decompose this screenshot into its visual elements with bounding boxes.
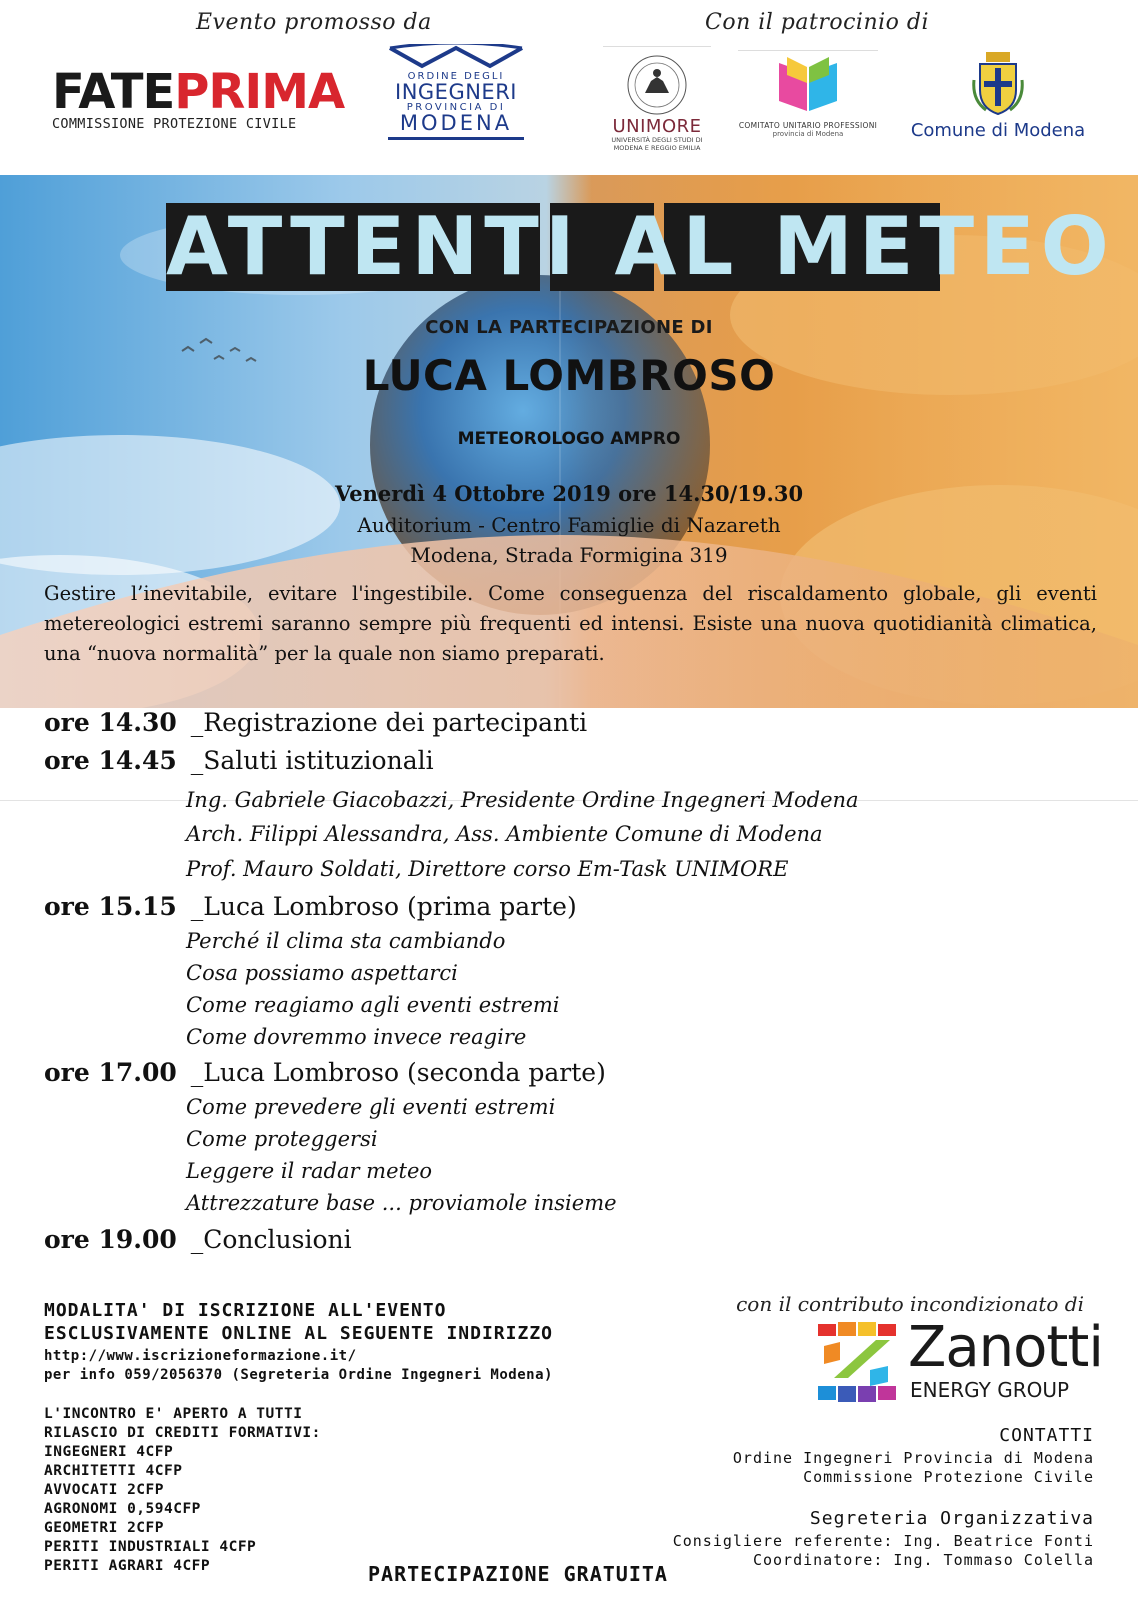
ordine-line2: INGEGNERI bbox=[395, 80, 517, 104]
program-item: Come dovremmo invece reagire bbox=[186, 1025, 527, 1049]
promoted-by-label: Evento promosso da bbox=[196, 10, 432, 35]
contacts-line2: Commissione Protezione Civile bbox=[803, 1468, 1094, 1486]
slot-time: ore 14.45 bbox=[44, 746, 177, 775]
program-item: Perché il clima sta cambiando bbox=[186, 929, 506, 953]
fateprima-wordmark bbox=[52, 66, 352, 118]
registration-title-2: ESCLUSIVAMENTE ONLINE AL SEGUENTE INDIRIZZO bbox=[44, 1323, 553, 1344]
program-slot bbox=[44, 746, 434, 775]
program-slot bbox=[44, 1058, 606, 1087]
secretariat-title: Segreteria Organizzativa bbox=[809, 1508, 1094, 1529]
cup-book-icon bbox=[773, 53, 843, 115]
credit-item: ARCHITETTI 4CFP bbox=[44, 1463, 183, 1479]
credit-item: PERITI INDUSTRIALI 4CFP bbox=[44, 1539, 257, 1555]
program-item: Come prevedere gli eventi estremi bbox=[186, 1095, 556, 1119]
fateprima-subtitle: COMMISSIONE PROTEZIONE CIVILE bbox=[52, 116, 297, 132]
credit-item: PERITI AGRARI 4CFP bbox=[44, 1558, 211, 1574]
program-slot bbox=[44, 1225, 352, 1254]
event-date: Venerdì 4 Ottobre 2019 ore 14.30/19.30 bbox=[334, 481, 804, 506]
slot-title: _Registrazione dei partecipanti bbox=[190, 708, 588, 737]
event-description: Gestire l’inevitabile, evitare l'ingestibile. Come conseguenza del riscaldamento globale, gli eventi metereologici estremi saranno sempre più frequenti ed intensi. Esiste una nuova quotidianità climatica, una “nuova normalità” per la quale non siamo preparati. bbox=[44, 582, 1097, 665]
venue-line1: Auditorium - Centro Famiglie di Nazareth bbox=[357, 513, 781, 537]
fateprima-logo bbox=[52, 66, 352, 132]
program-item: Come reagiamo agli eventi estremi bbox=[186, 993, 560, 1017]
credit-item: INGEGNERI 4CFP bbox=[44, 1444, 174, 1460]
comune-name: Comune di Modena bbox=[910, 120, 1086, 141]
ordine-ingegneri-logo bbox=[388, 44, 524, 158]
program-item: Come proteggersi bbox=[186, 1127, 378, 1151]
program-item: Arch. Filippi Alessandra, Ass. Ambiente Comune di Modena bbox=[186, 822, 823, 846]
program-item: Attrezzature base ... proviamole insieme bbox=[186, 1191, 617, 1215]
slot-title: _Luca Lombroso (prima parte) bbox=[190, 892, 577, 921]
secretariat-line2: Coordinatore: Ing. Tommaso Colella bbox=[752, 1551, 1094, 1569]
slot-time: ore 17.00 bbox=[44, 1058, 177, 1087]
comune-crest-icon bbox=[972, 50, 1024, 116]
slot-title: _Conclusioni bbox=[190, 1225, 352, 1254]
secretariat-line1: Consigliere referente: Ing. Beatrice Fonti bbox=[672, 1532, 1094, 1550]
speaker-name: LUCA LOMBROSO bbox=[362, 351, 776, 400]
credit-item: AGRONOMI 0,594CFP bbox=[44, 1501, 201, 1517]
slot-time: ore 19.00 bbox=[44, 1225, 177, 1254]
program-item: Prof. Mauro Soldati, Direttore corso Em-Task UNIMORE bbox=[186, 857, 789, 881]
registration-info: per info 059/2056370 (Segreteria Ordine Ingegneri Modena) bbox=[44, 1367, 553, 1383]
ordine-underline bbox=[388, 137, 524, 140]
free-participation: PARTECIPAZIONE GRATUITA bbox=[368, 1562, 668, 1586]
credit-item: AVVOCATI 2CFP bbox=[44, 1482, 164, 1498]
cup-sub: provincia di Modena bbox=[772, 130, 844, 138]
slot-title: _Luca Lombroso (seconda parte) bbox=[190, 1058, 606, 1087]
ordine-line3: PROVINCIA DI bbox=[406, 102, 506, 113]
unimore-name: UNIMORE bbox=[612, 116, 702, 137]
program-item: Leggere il radar meteo bbox=[186, 1159, 433, 1183]
fateprima-word-b: PRIMA bbox=[174, 64, 345, 120]
fateprima-word-a: FATE bbox=[52, 64, 175, 120]
credits-open-label: L'INCONTRO E' APERTO A TUTTI bbox=[44, 1406, 303, 1422]
venue-line2: Modena, Strada Formigina 319 bbox=[410, 543, 728, 567]
program-slot bbox=[44, 892, 577, 921]
unimore-sub2: MODENA E REGGIO EMILIA bbox=[613, 143, 701, 152]
ordine-arch-icon bbox=[388, 44, 524, 70]
comune-modena-logo bbox=[902, 50, 1094, 150]
ordine-line1: ORDINE DEGLI bbox=[407, 71, 505, 82]
credits-heading: RILASCIO DI CREDITI FORMATIVI: bbox=[44, 1425, 321, 1441]
slot-time: ore 14.30 bbox=[44, 708, 177, 737]
speaker-role: METEOROLOGO AMPRO bbox=[457, 429, 681, 449]
cup-name: COMITATO UNITARIO PROFESSIONI bbox=[738, 121, 878, 130]
credits-block bbox=[44, 1405, 321, 1576]
unimore-logo bbox=[603, 46, 711, 161]
zanotti-mark-icon bbox=[814, 1320, 900, 1406]
registration-url[interactable]: http://www.iscrizioneformazione.it/ bbox=[44, 1348, 357, 1364]
patronage-label: Con il patrocinio di bbox=[705, 10, 930, 35]
zanotti-group: ENERGY GROUP bbox=[910, 1378, 1070, 1402]
program-item: Cosa possiamo aspettarci bbox=[186, 961, 458, 985]
unimore-sub1: UNIVERSITÀ DEGLI STUDI DI bbox=[611, 135, 703, 144]
program-slot bbox=[44, 708, 587, 737]
contacts-line1: Ordine Ingegneri Provincia di Modena bbox=[732, 1449, 1094, 1467]
hero-banner bbox=[0, 175, 1138, 708]
slot-time: ore 15.15 bbox=[44, 892, 177, 921]
sponsor-label: con il contributo incondizionato di bbox=[736, 1292, 1084, 1316]
credit-item: GEOMETRI 2CFP bbox=[44, 1520, 164, 1536]
unimore-seal-icon bbox=[625, 53, 689, 117]
slot-title: _Saluti istituzionali bbox=[190, 746, 434, 775]
event-title: ATTENTI AL METEO bbox=[166, 200, 1115, 293]
header bbox=[0, 0, 1138, 175]
zanotti-logo bbox=[814, 1315, 1103, 1408]
registration-title-1: MODALITA' DI ISCRIZIONE ALL'EVENTO bbox=[44, 1300, 447, 1321]
ordine-line4: MODENA bbox=[399, 111, 513, 135]
title-block bbox=[166, 197, 1115, 297]
zanotti-name: Zanotti bbox=[908, 1315, 1103, 1380]
program-item: Ing. Gabriele Giacobazzi, Presidente Ordine Ingegneri Modena bbox=[186, 788, 859, 812]
contacts-title: CONTATTI bbox=[999, 1425, 1094, 1446]
participation-label: CON LA PARTECIPAZIONE DI bbox=[425, 317, 713, 338]
cup-logo bbox=[738, 50, 878, 162]
